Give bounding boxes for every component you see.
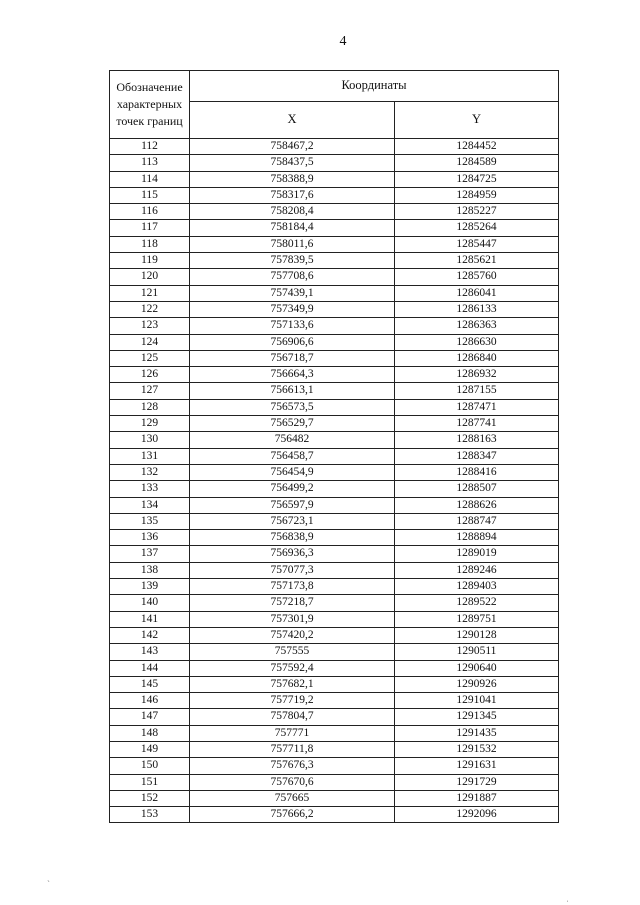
x-coordinate-cell: 757218,7	[190, 595, 395, 611]
x-coordinate-cell: 756499,2	[190, 481, 395, 497]
point-id-cell: 120	[110, 269, 190, 285]
table-row	[110, 676, 559, 692]
y-coordinate-cell: 1285621	[395, 253, 559, 269]
coordinates-header: Координаты	[190, 71, 559, 102]
point-id-cell: 144	[110, 660, 190, 676]
table-row	[110, 807, 559, 823]
table-row	[110, 350, 559, 366]
x-coordinate-cell: 756718,7	[190, 350, 395, 366]
y-coordinate-cell: 1286840	[395, 350, 559, 366]
table-row	[110, 627, 559, 643]
table-row	[110, 416, 559, 432]
y-coordinate-cell: 1284589	[395, 155, 559, 171]
x-coordinate-cell: 756529,7	[190, 416, 395, 432]
y-coordinate-cell: 1288747	[395, 513, 559, 529]
table-row	[110, 220, 559, 236]
table-row	[110, 579, 559, 595]
table-row	[110, 269, 559, 285]
point-id-cell: 124	[110, 334, 190, 350]
point-id-cell: 128	[110, 399, 190, 415]
point-id-cell: 112	[110, 139, 190, 155]
x-coordinate-cell: 757670,6	[190, 774, 395, 790]
x-coordinate-cell: 757555	[190, 644, 395, 660]
x-coordinate-cell: 756613,1	[190, 383, 395, 399]
coordinates-table	[109, 70, 559, 823]
y-coordinate-cell: 1291631	[395, 758, 559, 774]
y-column-header: Y	[395, 102, 559, 139]
x-coordinate-cell: 756482	[190, 432, 395, 448]
y-coordinate-cell: 1288163	[395, 432, 559, 448]
y-coordinate-cell: 1288416	[395, 464, 559, 480]
x-coordinate-cell: 756454,9	[190, 464, 395, 480]
table-row	[110, 530, 559, 546]
table-row	[110, 611, 559, 627]
x-coordinate-cell: 756597,9	[190, 497, 395, 513]
y-coordinate-cell: 1290511	[395, 644, 559, 660]
table-row	[110, 741, 559, 757]
table-row	[110, 464, 559, 480]
y-coordinate-cell: 1285227	[395, 204, 559, 220]
point-id-cell: 140	[110, 595, 190, 611]
x-coordinate-cell: 758388,9	[190, 171, 395, 187]
point-id-cell: 138	[110, 562, 190, 578]
table-row	[110, 546, 559, 562]
table-row	[110, 448, 559, 464]
y-coordinate-cell: 1290640	[395, 660, 559, 676]
table-row	[110, 481, 559, 497]
table-row	[110, 709, 559, 725]
y-coordinate-cell: 1289403	[395, 579, 559, 595]
point-id-cell: 132	[110, 464, 190, 480]
x-coordinate-cell: 757839,5	[190, 253, 395, 269]
point-id-cell: 116	[110, 204, 190, 220]
table-row	[110, 562, 559, 578]
point-designation-header: Обозначение характерных точек границ	[110, 71, 190, 139]
x-coordinate-cell: 757711,8	[190, 741, 395, 757]
x-coordinate-cell: 757771	[190, 725, 395, 741]
x-coordinate-cell: 757077,3	[190, 562, 395, 578]
point-id-cell: 119	[110, 253, 190, 269]
table-row	[110, 301, 559, 317]
table-row	[110, 334, 559, 350]
point-id-cell: 122	[110, 301, 190, 317]
point-id-cell: 146	[110, 693, 190, 709]
point-id-cell: 118	[110, 236, 190, 252]
point-id-cell: 145	[110, 676, 190, 692]
point-id-cell: 134	[110, 497, 190, 513]
table-row	[110, 155, 559, 171]
x-coordinate-cell: 757592,4	[190, 660, 395, 676]
point-id-cell: 131	[110, 448, 190, 464]
point-id-cell: 148	[110, 725, 190, 741]
table-row	[110, 253, 559, 269]
table-row	[110, 790, 559, 806]
point-id-cell: 147	[110, 709, 190, 725]
point-id-cell: 126	[110, 367, 190, 383]
table-row	[110, 204, 559, 220]
x-coordinate-cell: 757665	[190, 790, 395, 806]
table-row	[110, 318, 559, 334]
point-id-cell: 153	[110, 807, 190, 823]
header-row-top	[110, 71, 559, 102]
x-coordinate-cell: 756906,6	[190, 334, 395, 350]
table-row	[110, 497, 559, 513]
table-row	[110, 236, 559, 252]
page-number: 4	[339, 34, 347, 49]
y-coordinate-cell: 1289019	[395, 546, 559, 562]
y-coordinate-cell: 1291887	[395, 790, 559, 806]
table-row	[110, 513, 559, 529]
point-id-cell: 121	[110, 285, 190, 301]
x-coordinate-cell: 758208,4	[190, 204, 395, 220]
point-id-cell: 152	[110, 790, 190, 806]
x-coordinate-cell: 757804,7	[190, 709, 395, 725]
point-id-cell: 139	[110, 579, 190, 595]
y-coordinate-cell: 1286363	[395, 318, 559, 334]
table-row	[110, 758, 559, 774]
x-coordinate-cell: 757133,6	[190, 318, 395, 334]
table-row	[110, 285, 559, 301]
x-coordinate-cell: 758437,5	[190, 155, 395, 171]
table-row	[110, 171, 559, 187]
table-row	[110, 367, 559, 383]
y-coordinate-cell: 1289522	[395, 595, 559, 611]
point-id-cell: 117	[110, 220, 190, 236]
y-coordinate-cell: 1291729	[395, 774, 559, 790]
x-coordinate-cell: 756664,3	[190, 367, 395, 383]
y-coordinate-cell: 1285264	[395, 220, 559, 236]
x-coordinate-cell: 757173,8	[190, 579, 395, 595]
y-coordinate-cell: 1290128	[395, 627, 559, 643]
table-row	[110, 595, 559, 611]
y-coordinate-cell: 1287471	[395, 399, 559, 415]
table-row	[110, 139, 559, 155]
x-coordinate-cell: 757666,2	[190, 807, 395, 823]
x-coordinate-cell: 756936,3	[190, 546, 395, 562]
y-coordinate-cell: 1289246	[395, 562, 559, 578]
x-column-header: X	[190, 102, 395, 139]
point-id-cell: 129	[110, 416, 190, 432]
point-id-cell: 137	[110, 546, 190, 562]
table-row	[110, 644, 559, 660]
y-coordinate-cell: 1292096	[395, 807, 559, 823]
table-body	[110, 139, 559, 823]
point-id-cell: 113	[110, 155, 190, 171]
y-coordinate-cell: 1286932	[395, 367, 559, 383]
table-row	[110, 660, 559, 676]
y-coordinate-cell: 1288507	[395, 481, 559, 497]
y-coordinate-cell: 1287155	[395, 383, 559, 399]
point-id-cell: 149	[110, 741, 190, 757]
y-coordinate-cell: 1290926	[395, 676, 559, 692]
y-coordinate-cell: 1284452	[395, 139, 559, 155]
x-coordinate-cell: 756458,7	[190, 448, 395, 464]
y-coordinate-cell: 1287741	[395, 416, 559, 432]
y-coordinate-cell: 1285447	[395, 236, 559, 252]
x-coordinate-cell: 757676,3	[190, 758, 395, 774]
point-id-cell: 114	[110, 171, 190, 187]
x-coordinate-cell: 758184,4	[190, 220, 395, 236]
scan-speck-right: ˌ	[566, 892, 569, 902]
table-row	[110, 693, 559, 709]
point-id-cell: 125	[110, 350, 190, 366]
point-id-cell: 136	[110, 530, 190, 546]
y-coordinate-cell: 1289751	[395, 611, 559, 627]
table-row	[110, 187, 559, 203]
point-id-cell: 133	[110, 481, 190, 497]
table-row	[110, 725, 559, 741]
table-row	[110, 432, 559, 448]
y-coordinate-cell: 1291532	[395, 741, 559, 757]
x-coordinate-cell: 756723,1	[190, 513, 395, 529]
y-coordinate-cell: 1288894	[395, 530, 559, 546]
x-coordinate-cell: 757301,9	[190, 611, 395, 627]
y-coordinate-cell: 1286133	[395, 301, 559, 317]
y-coordinate-cell: 1291345	[395, 709, 559, 725]
x-coordinate-cell: 757682,1	[190, 676, 395, 692]
x-coordinate-cell: 757719,2	[190, 693, 395, 709]
x-coordinate-cell: 757349,9	[190, 301, 395, 317]
point-id-cell: 123	[110, 318, 190, 334]
point-id-cell: 150	[110, 758, 190, 774]
y-coordinate-cell: 1286630	[395, 334, 559, 350]
y-coordinate-cell: 1288347	[395, 448, 559, 464]
x-coordinate-cell: 757439,1	[190, 285, 395, 301]
y-coordinate-cell: 1284959	[395, 187, 559, 203]
point-id-cell: 143	[110, 644, 190, 660]
x-coordinate-cell: 758011,6	[190, 236, 395, 252]
scan-speck-left: ˎ	[47, 872, 50, 882]
point-id-cell: 115	[110, 187, 190, 203]
table-row	[110, 774, 559, 790]
table-row	[110, 399, 559, 415]
y-coordinate-cell: 1291435	[395, 725, 559, 741]
x-coordinate-cell: 756838,9	[190, 530, 395, 546]
point-id-cell: 127	[110, 383, 190, 399]
x-coordinate-cell: 757420,2	[190, 627, 395, 643]
point-id-cell: 130	[110, 432, 190, 448]
x-coordinate-cell: 756573,5	[190, 399, 395, 415]
point-id-cell: 135	[110, 513, 190, 529]
y-coordinate-cell: 1288626	[395, 497, 559, 513]
y-coordinate-cell: 1286041	[395, 285, 559, 301]
x-coordinate-cell: 758317,6	[190, 187, 395, 203]
point-id-cell: 141	[110, 611, 190, 627]
point-id-cell: 142	[110, 627, 190, 643]
point-id-cell: 151	[110, 774, 190, 790]
y-coordinate-cell: 1291041	[395, 693, 559, 709]
table-row	[110, 383, 559, 399]
x-coordinate-cell: 757708,6	[190, 269, 395, 285]
x-coordinate-cell: 758467,2	[190, 139, 395, 155]
y-coordinate-cell: 1285760	[395, 269, 559, 285]
y-coordinate-cell: 1284725	[395, 171, 559, 187]
